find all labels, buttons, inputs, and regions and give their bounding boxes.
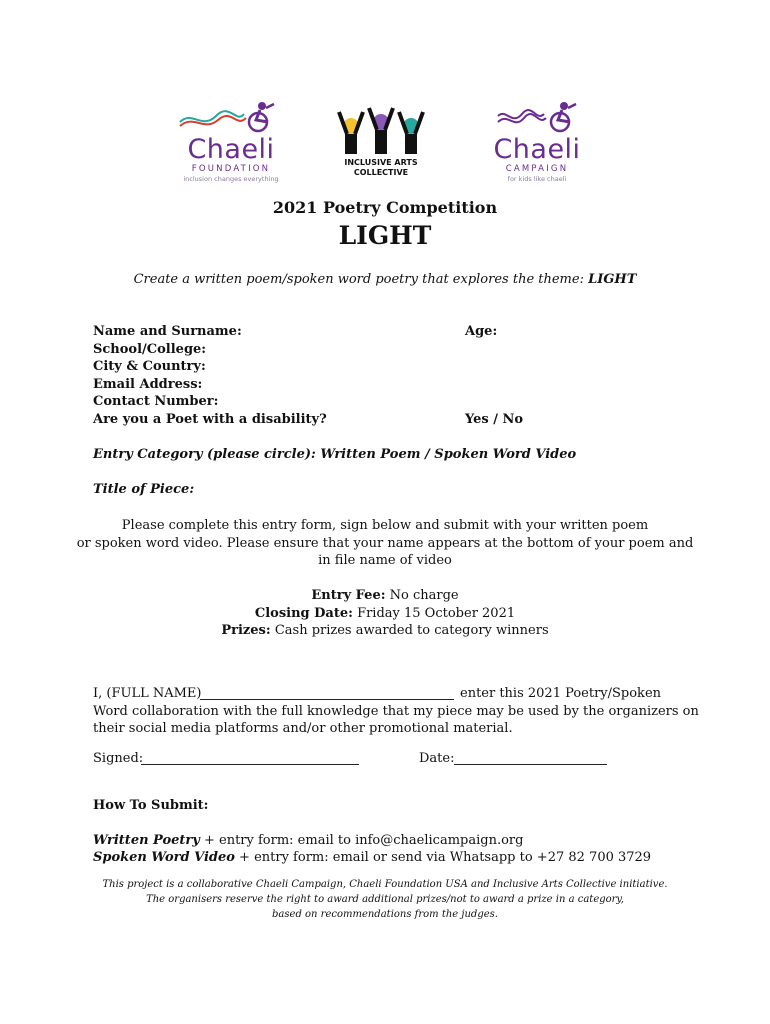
field-contact-label: Contact Number: bbox=[93, 394, 219, 409]
instructions-line-2: or spoken word video. Please ensure that your name appears at the bottom of your poem and bbox=[76, 536, 694, 551]
closing-date-value: Friday 15 October 2021 bbox=[352, 606, 516, 621]
iac-logo-line1: INCLUSIVE ARTS bbox=[344, 158, 418, 167]
foundation-logo-name: Chaeli bbox=[187, 134, 275, 165]
field-name-label: Name and Surname: bbox=[93, 324, 242, 339]
prizes bbox=[0, 622, 770, 639]
instructions-line-3: in file name of video bbox=[318, 553, 452, 568]
submit-written-label: Written Poetry bbox=[93, 833, 200, 848]
campaign-logo-sub: CAMPAIGN bbox=[505, 164, 569, 174]
campaign-logo-tagline: for kids like chaeli bbox=[507, 175, 567, 183]
submit-written bbox=[93, 832, 523, 849]
field-city-label: City & Country: bbox=[93, 359, 206, 374]
intro-text-body: Create a written poem/spoken word poetry that explores the theme: bbox=[133, 272, 584, 287]
dancing-figures-icon bbox=[329, 104, 433, 158]
chaeli-foundation-logo bbox=[172, 100, 290, 182]
declaration-name-end: enter this 2021 Poetry/Spoken bbox=[460, 686, 662, 701]
intro-text bbox=[0, 271, 770, 288]
declaration-line-3: their social media platforms and/or other promotional material. bbox=[93, 721, 513, 736]
intro-theme: LIGHT bbox=[588, 272, 637, 287]
footer-line-1: This project is a collaborative Chaeli Campaign, Chaeli Foundation USA and Inclusive Arts Collective initiative. bbox=[102, 879, 668, 890]
submit-spoken-label: Spoken Word Video bbox=[93, 850, 235, 865]
signed-label: Signed: bbox=[93, 751, 144, 766]
date-line[interactable] bbox=[454, 764, 607, 765]
declaration-line-2: Word collaboration with the full knowledge that my piece may be used by the organizers on bbox=[93, 704, 699, 719]
closing-date bbox=[0, 605, 770, 622]
footer-line-3: based on recommendations from the judges. bbox=[272, 909, 498, 920]
wheelchair-figure-icon bbox=[172, 100, 290, 136]
field-school-label: School/College: bbox=[93, 342, 207, 357]
entry-fee-label: Entry Fee: bbox=[311, 588, 386, 603]
prizes-value: Cash prizes awarded to category winners bbox=[270, 623, 549, 638]
entry-category: Entry Category (please circle): Written Poem / Spoken Word Video bbox=[93, 447, 577, 462]
inclusive-arts-collective-logo bbox=[329, 104, 433, 184]
foundation-logo-sub: FOUNDATION bbox=[191, 164, 271, 174]
iac-logo-line2: COLLECTIVE bbox=[353, 167, 409, 177]
wheelchair-figure-icon bbox=[490, 100, 584, 136]
field-yes-no: Yes / No bbox=[465, 412, 524, 427]
competition-subtitle: 2021 Poetry Competition bbox=[272, 198, 498, 217]
date-label: Date: bbox=[419, 751, 455, 766]
prizes-label: Prizes: bbox=[221, 623, 271, 638]
declaration-name-start: I, (FULL NAME) bbox=[93, 686, 202, 701]
instructions-line-1: Please complete this entry form, sign below and submit with your written poem bbox=[121, 518, 649, 533]
footer-line-2: The organisers reserve the right to award additional prizes/not to award a prize in a category, bbox=[146, 894, 624, 905]
entry-fee-value: No charge bbox=[385, 588, 459, 603]
signature-line[interactable] bbox=[141, 764, 359, 765]
campaign-logo-name: Chaeli bbox=[493, 134, 581, 165]
closing-date-label: Closing Date: bbox=[254, 606, 353, 621]
full-name-line[interactable] bbox=[200, 699, 454, 700]
field-disability-label: Are you a Poet with a disability? bbox=[93, 412, 327, 427]
field-email-label: Email Address: bbox=[93, 377, 203, 392]
submit-spoken bbox=[93, 849, 651, 866]
how-to-submit-heading: How To Submit: bbox=[93, 798, 209, 813]
submit-written-text: + entry form: email to info@chaelicampaign.org bbox=[199, 833, 524, 848]
foundation-logo-tagline: inclusion changes everything bbox=[183, 175, 279, 183]
submit-spoken-text: + entry form: email or send via Whatsapp to +27 82 700 3729 bbox=[234, 850, 652, 865]
title-of-piece-label: Title of Piece: bbox=[93, 482, 195, 497]
field-age-label: Age: bbox=[465, 324, 498, 339]
page-title: LIGHT bbox=[338, 221, 432, 250]
entry-fee bbox=[0, 587, 770, 604]
chaeli-campaign-logo bbox=[490, 100, 584, 182]
